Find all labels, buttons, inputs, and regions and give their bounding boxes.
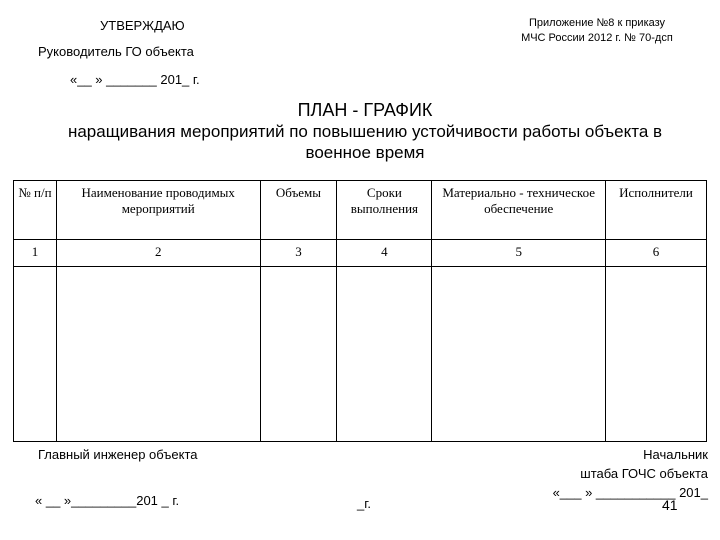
header-number: № п/п bbox=[14, 181, 57, 240]
annex-line-2: МЧС России 2012 г. № 70-дсп bbox=[521, 32, 673, 44]
table-empty-row bbox=[14, 267, 707, 442]
middle-date-fragment: _г. bbox=[357, 496, 371, 511]
annex-reference bbox=[497, 16, 697, 46]
chief-line-2: штаба ГОЧС объекта bbox=[580, 466, 708, 481]
approval-head-title: Руководитель ГО объекта bbox=[38, 44, 194, 59]
engineer-signature-date: « __ »_________201 _ г. bbox=[35, 493, 180, 508]
approval-date: «__ » _______ 201_ г. bbox=[70, 72, 200, 87]
header-executors: Исполнители bbox=[606, 181, 707, 240]
table-number-row bbox=[14, 240, 707, 267]
approval-heading: УТВЕРЖДАЮ bbox=[100, 18, 185, 33]
header-supply: Материально - техническое обеспечение bbox=[432, 181, 606, 240]
document-title bbox=[20, 100, 710, 163]
header-deadline: Сроки выполнения bbox=[337, 181, 432, 240]
title-main: ПЛАН - ГРАФИК bbox=[297, 100, 433, 120]
title-line-2: военное время bbox=[305, 143, 425, 162]
column-number-3: 3 bbox=[260, 240, 337, 267]
header-volume: Объемы bbox=[260, 181, 337, 240]
empty-cell bbox=[14, 267, 57, 442]
column-number-4: 4 bbox=[337, 240, 432, 267]
column-number-6: 6 bbox=[606, 240, 707, 267]
empty-cell bbox=[56, 267, 260, 442]
staff-chief-block bbox=[500, 445, 708, 502]
column-number-1: 1 bbox=[14, 240, 57, 267]
annex-line-1: Приложение №8 к приказу bbox=[528, 17, 666, 29]
chief-line-1: Начальник bbox=[643, 447, 708, 462]
column-number-5: 5 bbox=[432, 240, 606, 267]
empty-cell bbox=[260, 267, 337, 442]
empty-cell bbox=[432, 267, 606, 442]
plan-table bbox=[13, 180, 707, 442]
title-line-1: наращивания мероприятий по повышению устойчивости работы объекта в bbox=[67, 122, 663, 141]
page-number: 41 bbox=[662, 497, 678, 513]
empty-cell bbox=[606, 267, 707, 442]
chief-engineer-label: Главный инженер объекта bbox=[38, 447, 198, 462]
empty-cell bbox=[337, 267, 432, 442]
chief-line-3: «___ » ___________ 201_ bbox=[552, 485, 708, 500]
column-number-2: 2 bbox=[56, 240, 260, 267]
table-header-row bbox=[14, 181, 707, 240]
header-activity: Наименование проводимых мероприятий bbox=[56, 181, 260, 240]
